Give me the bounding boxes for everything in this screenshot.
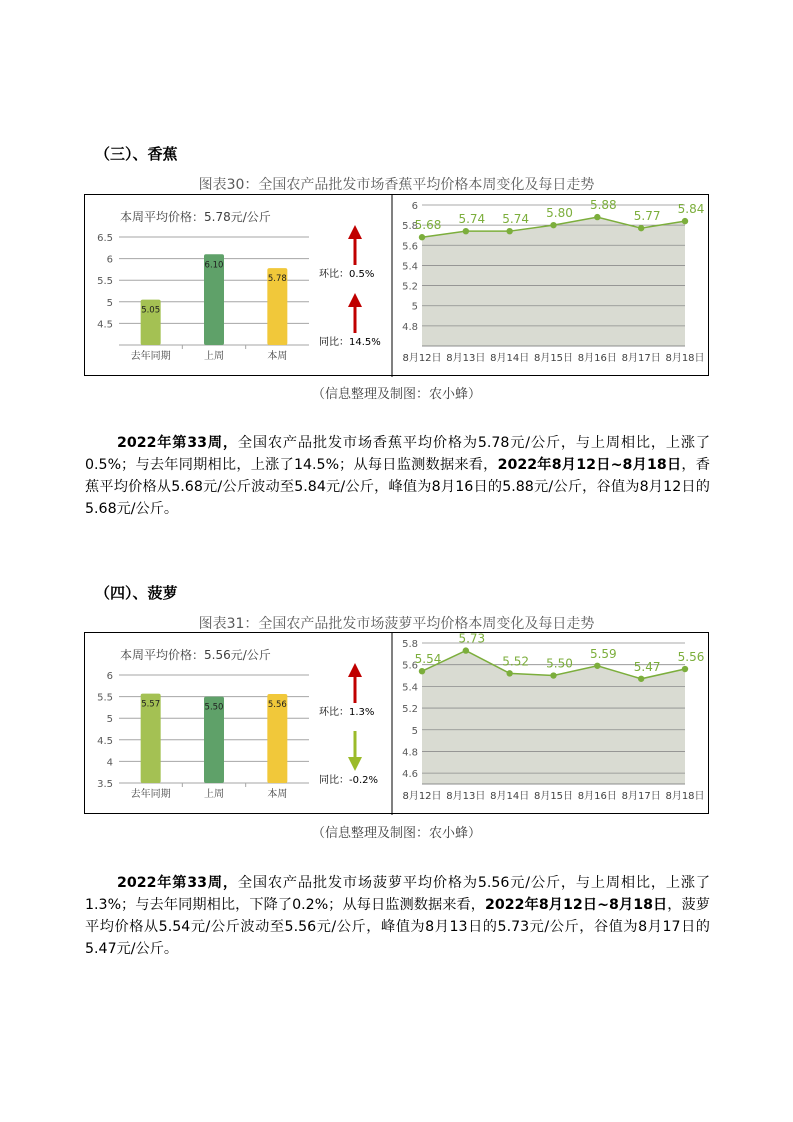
line-x-tick-label: 8月12日 [402, 353, 442, 364]
trend-up-arrowhead-icon [348, 293, 362, 307]
bar-y-tick-label: 6 [106, 671, 113, 682]
data-point [550, 222, 556, 228]
bold-date-range: 2022年8月12日~8月18日 [485, 897, 668, 913]
data-value-label: 5.47 [633, 659, 661, 674]
data-value-label: 5.77 [633, 209, 661, 224]
bold-date-range: 2022年8月12日~8月18日 [497, 457, 682, 473]
line-y-tick-label: 6 [411, 201, 418, 212]
data-point [594, 214, 600, 220]
paragraph-text: 全国农产品批发市场香蕉平均价格为5.78元/公斤，与上周相比，上涨了0.5%；与去年同期相比，上涨了14.5%；从每日监测数据来看， [85, 435, 711, 473]
data-value-label: 5.52 [502, 654, 530, 669]
trend-down-arrowhead-icon [348, 757, 362, 771]
line-y-tick-label: 5 [411, 725, 418, 737]
line-y-tick-label: 5.2 [402, 704, 418, 716]
figure-source: （信息整理及制图：农小蜂） [311, 826, 481, 841]
data-value-label: 5.54 [414, 652, 442, 667]
data-point [506, 670, 512, 676]
data-point [506, 228, 512, 234]
data-point [419, 668, 425, 674]
bar-category-label: 去年同期 [130, 789, 171, 800]
line-y-tick-label: 5.8 [402, 639, 418, 650]
trend-indicator-label: 环比：0.5% [319, 269, 375, 280]
line-x-tick-label: 8月17日 [621, 353, 661, 364]
figure-caption: 图表30：全国农产品批发市场香蕉平均价格本周变化及每日走势 [198, 177, 595, 193]
data-point [638, 225, 644, 231]
line-x-tick-label: 8月16日 [577, 353, 617, 364]
data-value-label: 5.88 [589, 198, 617, 213]
bar-y-tick-label: 4 [106, 757, 113, 769]
line-y-tick-label: 4.8 [402, 747, 418, 759]
figure-source: （信息整理及制图：农小蜂） [311, 387, 481, 402]
trend-indicator-label: 同比：14.5% [319, 337, 381, 348]
line-y-tick-label: 5 [411, 301, 418, 313]
data-value-label: 5.80 [546, 206, 573, 221]
bar-value-label: 6.10 [204, 260, 224, 271]
bar-y-tick-label: 3.5 [97, 779, 113, 790]
line-y-tick-label: 5.4 [402, 261, 418, 273]
bar-value-label: 5.56 [267, 700, 287, 711]
bar-y-tick-label: 5 [106, 297, 113, 309]
section-heading: （四）、菠萝 [95, 584, 178, 602]
data-point [682, 666, 688, 672]
figure-canvas [85, 195, 710, 377]
bar-y-tick-label: 4.5 [97, 319, 113, 331]
bar-chart-title: 本周平均价格：5.56元/公斤 [120, 648, 271, 662]
bar-y-tick-label: 5.5 [97, 276, 113, 288]
line-y-tick-label: 4.8 [402, 321, 418, 333]
data-value-label: 5.56 [677, 650, 705, 665]
data-value-label: 5.59 [589, 646, 617, 661]
data-value-label: 5.73 [458, 633, 486, 646]
line-y-tick-label: 5.8 [402, 221, 418, 233]
summary-paragraph [85, 872, 710, 960]
line-x-tick-label: 8月18日 [665, 353, 705, 364]
data-point [682, 218, 688, 224]
bar-value-label: 5.78 [267, 274, 287, 285]
line-x-tick-label: 8月14日 [490, 791, 530, 802]
bar-value-label: 5.05 [141, 305, 161, 316]
data-point [550, 672, 556, 678]
line-x-tick-label: 8月17日 [621, 791, 661, 802]
bar-category-label: 本周 [267, 789, 288, 800]
data-value-label: 5.74 [502, 212, 530, 227]
data-point [594, 663, 600, 669]
trend-up-arrowhead-icon [348, 225, 362, 239]
bold-week: 2022年第33周， [117, 875, 238, 891]
trend-indicator-label: 同比：-0.2% [319, 775, 379, 786]
figure-canvas [85, 633, 710, 815]
trend-indicator-label: 环比：1.3% [319, 707, 375, 718]
bar-y-tick-label: 4.5 [97, 735, 113, 747]
line-y-tick-label: 5.2 [402, 281, 418, 293]
line-y-tick-label: 4.6 [402, 769, 418, 781]
paragraph-text: ，菠萝平均价格从5.54元/公斤波动至5.56元/公斤，峰值为8月13日的5.73元/公斤，谷值为8月17日的5.47元/公斤。 [85, 897, 710, 957]
bar-category-label: 去年同期 [130, 351, 171, 362]
line-y-tick-label: 5.6 [402, 241, 418, 253]
bar-category-label: 上周 [204, 351, 224, 362]
section-heading: （三）、香蕉 [95, 145, 178, 163]
bold-week: 2022年第33周， [117, 435, 238, 451]
trend-up-arrowhead-icon [348, 663, 362, 677]
figure-box [84, 632, 709, 814]
bar-y-tick-label: 6 [106, 254, 113, 266]
line-x-tick-label: 8月13日 [446, 791, 486, 802]
line-x-tick-label: 8月13日 [446, 353, 486, 364]
paragraph-text: ，香蕉平均价格从5.68元/公斤波动至5.84元/公斤，峰值为8月16日的5.88元/公斤，谷值为8月12日的5.68元/公斤。 [85, 457, 710, 517]
line-y-tick-label: 5.4 [402, 682, 418, 694]
line-x-tick-label: 8月14日 [490, 353, 530, 364]
bar-y-tick-label: 5.5 [97, 692, 113, 704]
paragraph-text: 全国农产品批发市场菠萝平均价格为5.56元/公斤，与上周相比，上涨了1.3%；与去年同期相比，下降了0.2%；从每日监测数据来看， [85, 875, 711, 913]
bar-category-label: 上周 [204, 789, 224, 800]
data-value-label: 5.68 [414, 218, 442, 233]
line-x-tick-label: 8月18日 [665, 791, 705, 802]
line-x-tick-label: 8月12日 [402, 791, 442, 802]
data-value-label: 5.74 [458, 212, 486, 227]
area-fill [422, 217, 685, 346]
line-y-tick-label: 5.6 [402, 660, 418, 672]
data-value-label: 5.50 [546, 656, 573, 671]
data-value-label: 5.84 [677, 202, 705, 217]
bar-category-label: 本周 [267, 351, 288, 362]
bar-value-label: 5.57 [141, 699, 161, 710]
bar-y-tick-label: 6.5 [97, 233, 113, 244]
bar-chart-title: 本周平均价格：5.78元/公斤 [120, 210, 271, 224]
data-point [463, 228, 469, 234]
figure-caption: 图表31：全国农产品批发市场菠萝平均价格本周变化及每日走势 [198, 616, 595, 632]
figure-box [84, 194, 709, 376]
data-point [419, 234, 425, 240]
line-x-tick-label: 8月15日 [533, 353, 574, 364]
bar-value-label: 5.50 [204, 702, 224, 713]
summary-paragraph [85, 432, 710, 520]
bar-y-tick-label: 5 [106, 714, 113, 726]
data-point [463, 647, 469, 653]
line-x-tick-label: 8月16日 [577, 791, 617, 802]
data-point [638, 676, 644, 682]
line-x-tick-label: 8月15日 [533, 791, 574, 802]
